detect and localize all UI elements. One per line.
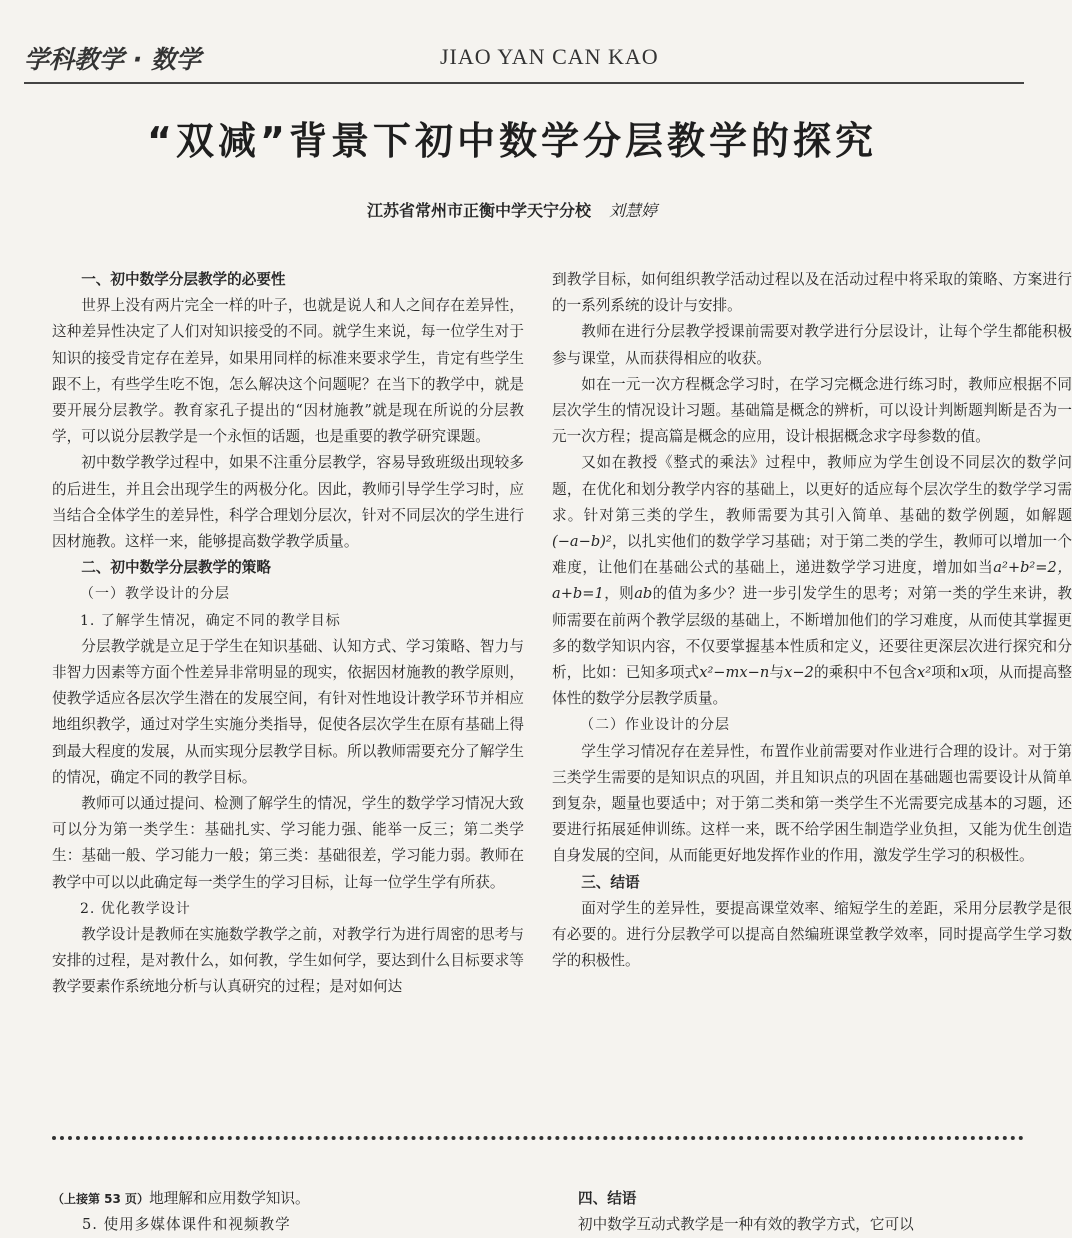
text-run: 项和 [931,664,961,682]
subsection-heading: （二）作业设计的分层 [580,717,730,734]
math-expression: x²−mx−n [699,664,770,682]
paragraph: 教学设计是教师在实施数学教学之前，对教学行为进行周密的思考与安排的过程，是对教什么，如何教，学生如何学，要达到什么目标要求等教学要素作系统地分析与认真研究的过程；是对如何达 [52,926,524,996]
byline [0,198,1024,221]
paragraph: 教师可以通过提问、检测了解学生的情况，学生的数学学习情况大致可以分为第一类学生：基础扎实、学习能力强、能举一反三；第二类学生：基础一般、学习能力一般；第三类：基础很差，学习能力弱。教师在教学中可以以此确定每一类学生的学习目标，让每一位学生学有所获。 [52,795,524,891]
math-expression: x² [917,664,932,682]
paragraph: 分层教学就是立足于学生在知识基础、认知方式、学习策略、智力与非智力因素等方面个性差异非常明显的现实，依据因材施教的教学原则，使教学适应各层次学生潜在的发展空间，有针对性地设计教学环节并相应地组织教学，通过对学生实施分类指导，促使各层次学生在原有基础上得到最大程度的发展，从而实现分层教学目标。所以教师需要充分了解学生的情况，确定不同的教学目标。 [52,637,524,786]
continued-article-right [578,1186,1028,1238]
affiliation: 江苏省常州市正衡中学天宁分校 [366,201,591,220]
paragraph [552,450,1072,712]
section-heading: 四、结语 [578,1190,637,1207]
text-run: 项，从而提高整体性的数学分层教学质量。 [552,664,1072,708]
continued-text: 地理解和应用数学知识。 [149,1190,310,1207]
paragraph: 教师在进行分层教学授课前需要对教学进行分层设计，让每个学生都能积极参与课堂，从而获得相应的收获。 [552,323,1072,367]
section-heading-3: 三、结语 [581,873,640,891]
dotted-divider [52,1136,1024,1140]
subsection-heading: 5. 使用多媒体课件和视频教学 [82,1216,291,1233]
subsubsection-heading: 1. 了解学生情况，确定不同的教学目标 [80,612,341,629]
text-run: ，以扎实他们的数学学习基础；对于第二类的学生，教师可以增加一个难度，让他们在基础公式的基础上，递进数学学习进度，增加如当 [552,533,1072,577]
continued-line [52,1186,524,1212]
text-run: 与 [769,664,785,682]
continued-marker: （上接第 53 页） [52,1192,150,1206]
continued-article-left [52,1186,524,1238]
section-label: 学科教学 · 数学 [24,45,201,74]
paragraph: 如在一元一次方程概念学习时，在学习完概念进行练习时，教师应根据不同层次学生的情况设计习题。基础篇是概念的辨析，可以设计判断题判断是否为一元一次方程；提高篇是概念的应用，设计根据概念求字母参数的值。 [552,375,1072,446]
section-heading-2: 二、初中数学分层教学的策略 [81,559,271,577]
header-divider [24,82,1024,84]
left-column [52,267,524,1109]
text-run: ，则 [603,585,635,603]
right-column [552,267,1072,1067]
text-run: 的值为多少？进一步引发学生的思考；对第一类的学生来讲，教师需要在前两个教学层级的基础上，不断增加他们的学习难度，从而使其掌握更多的数学知识内容，不仅要掌握基本性质和定义，还要往更深层次进行探究和分析，比如：已知多项式 [552,585,1072,682]
text-run: 又如在教授《整式的乘法》过程中，教师应为学生创设不同层次的数学问题，在优化和划分教学内容的基础上，以更好的适应每个层次学生的数学学习需求。针对第三类的学生，教师需要为其引入简单、基础的数学例题，如解题 [552,454,1072,524]
math-expression: (−a−b)² [552,533,612,551]
subsection-heading: （一）教学设计的分层 [80,586,230,603]
paragraph: 面对学生的差异性，要提高课堂效率、缩短学生的差距，采用分层教学是很有必要的。进行分层教学可以提高自然编班课堂教学效率，同时提高学生学习数学的积极性。 [552,899,1072,970]
paragraph: 世界上没有两片完全一样的叶子，也就是说人和人之间存在差异性，这种差异性决定了人们对知识接受的不同。就学生来说，每一位学生对于知识的接受肯定存在差异，如果用同样的标准来要求学生，肯定有些学生跟不上，有些学生吃不饱，怎么解决这个问题呢？在当下的教学中，就是要开展分层教学。教育家孔子提出的“因材施教”就是现在所说的分层教学，可以说分层教学是一个永恒的话题，也是重要的教学研究课题。 [52,297,524,446]
paragraph: 到教学目标，如何组织教学活动过程以及在活动过程中将采取的策略、方案进行的一系列系统的设计与安排。 [552,271,1072,315]
continued-text: 初中数学互动式教学是一种有效的教学方式，它可以 [578,1216,914,1233]
paragraph: 初中数学教学过程中，如果不注重分层教学，容易导致班级出现较多的后进生，并且会出现学生的两极分化。因此，教师引导学生学习时，应当结合全体学生的差异性，科学合理划分层次，针对不同层次的学生进行因材施教。这样一来，能够提高数学教学质量。 [52,454,524,551]
math-expression: x−2 [784,664,814,682]
math-expression: x [960,664,969,682]
paragraph: 学生学习情况存在差异性，布置作业前需要对作业进行合理的设计。对于第三类学生需要的是知识点的巩固，并且知识点的巩固在基础题也需要设计从简单到复杂，题量也要适中；对于第二类和第一类学生不光需要完成基本的习题，还要进行拓展延伸训练。这样一来，既不给学困生制造学业负担，又能为优生创造自身发展的空间，从而能更好地发挥作业的作用，激发学生学习的积极性。 [552,742,1072,865]
math-expression: a²+b²=2，a+b=1 [552,559,1072,603]
journal-name: JIAO YAN CAN KAO [440,44,659,69]
section-heading-1: 一、初中数学分层教学的必要性 [81,271,286,288]
math-expression: ab [634,585,653,603]
subsubsection-heading: 2. 优化教学设计 [80,900,191,917]
author: 刘慧婷 [609,201,658,220]
article-title: “双减”背景下初中数学分层教学的探究 [147,119,877,163]
text-run: 的乘积中不包含 [813,664,918,682]
